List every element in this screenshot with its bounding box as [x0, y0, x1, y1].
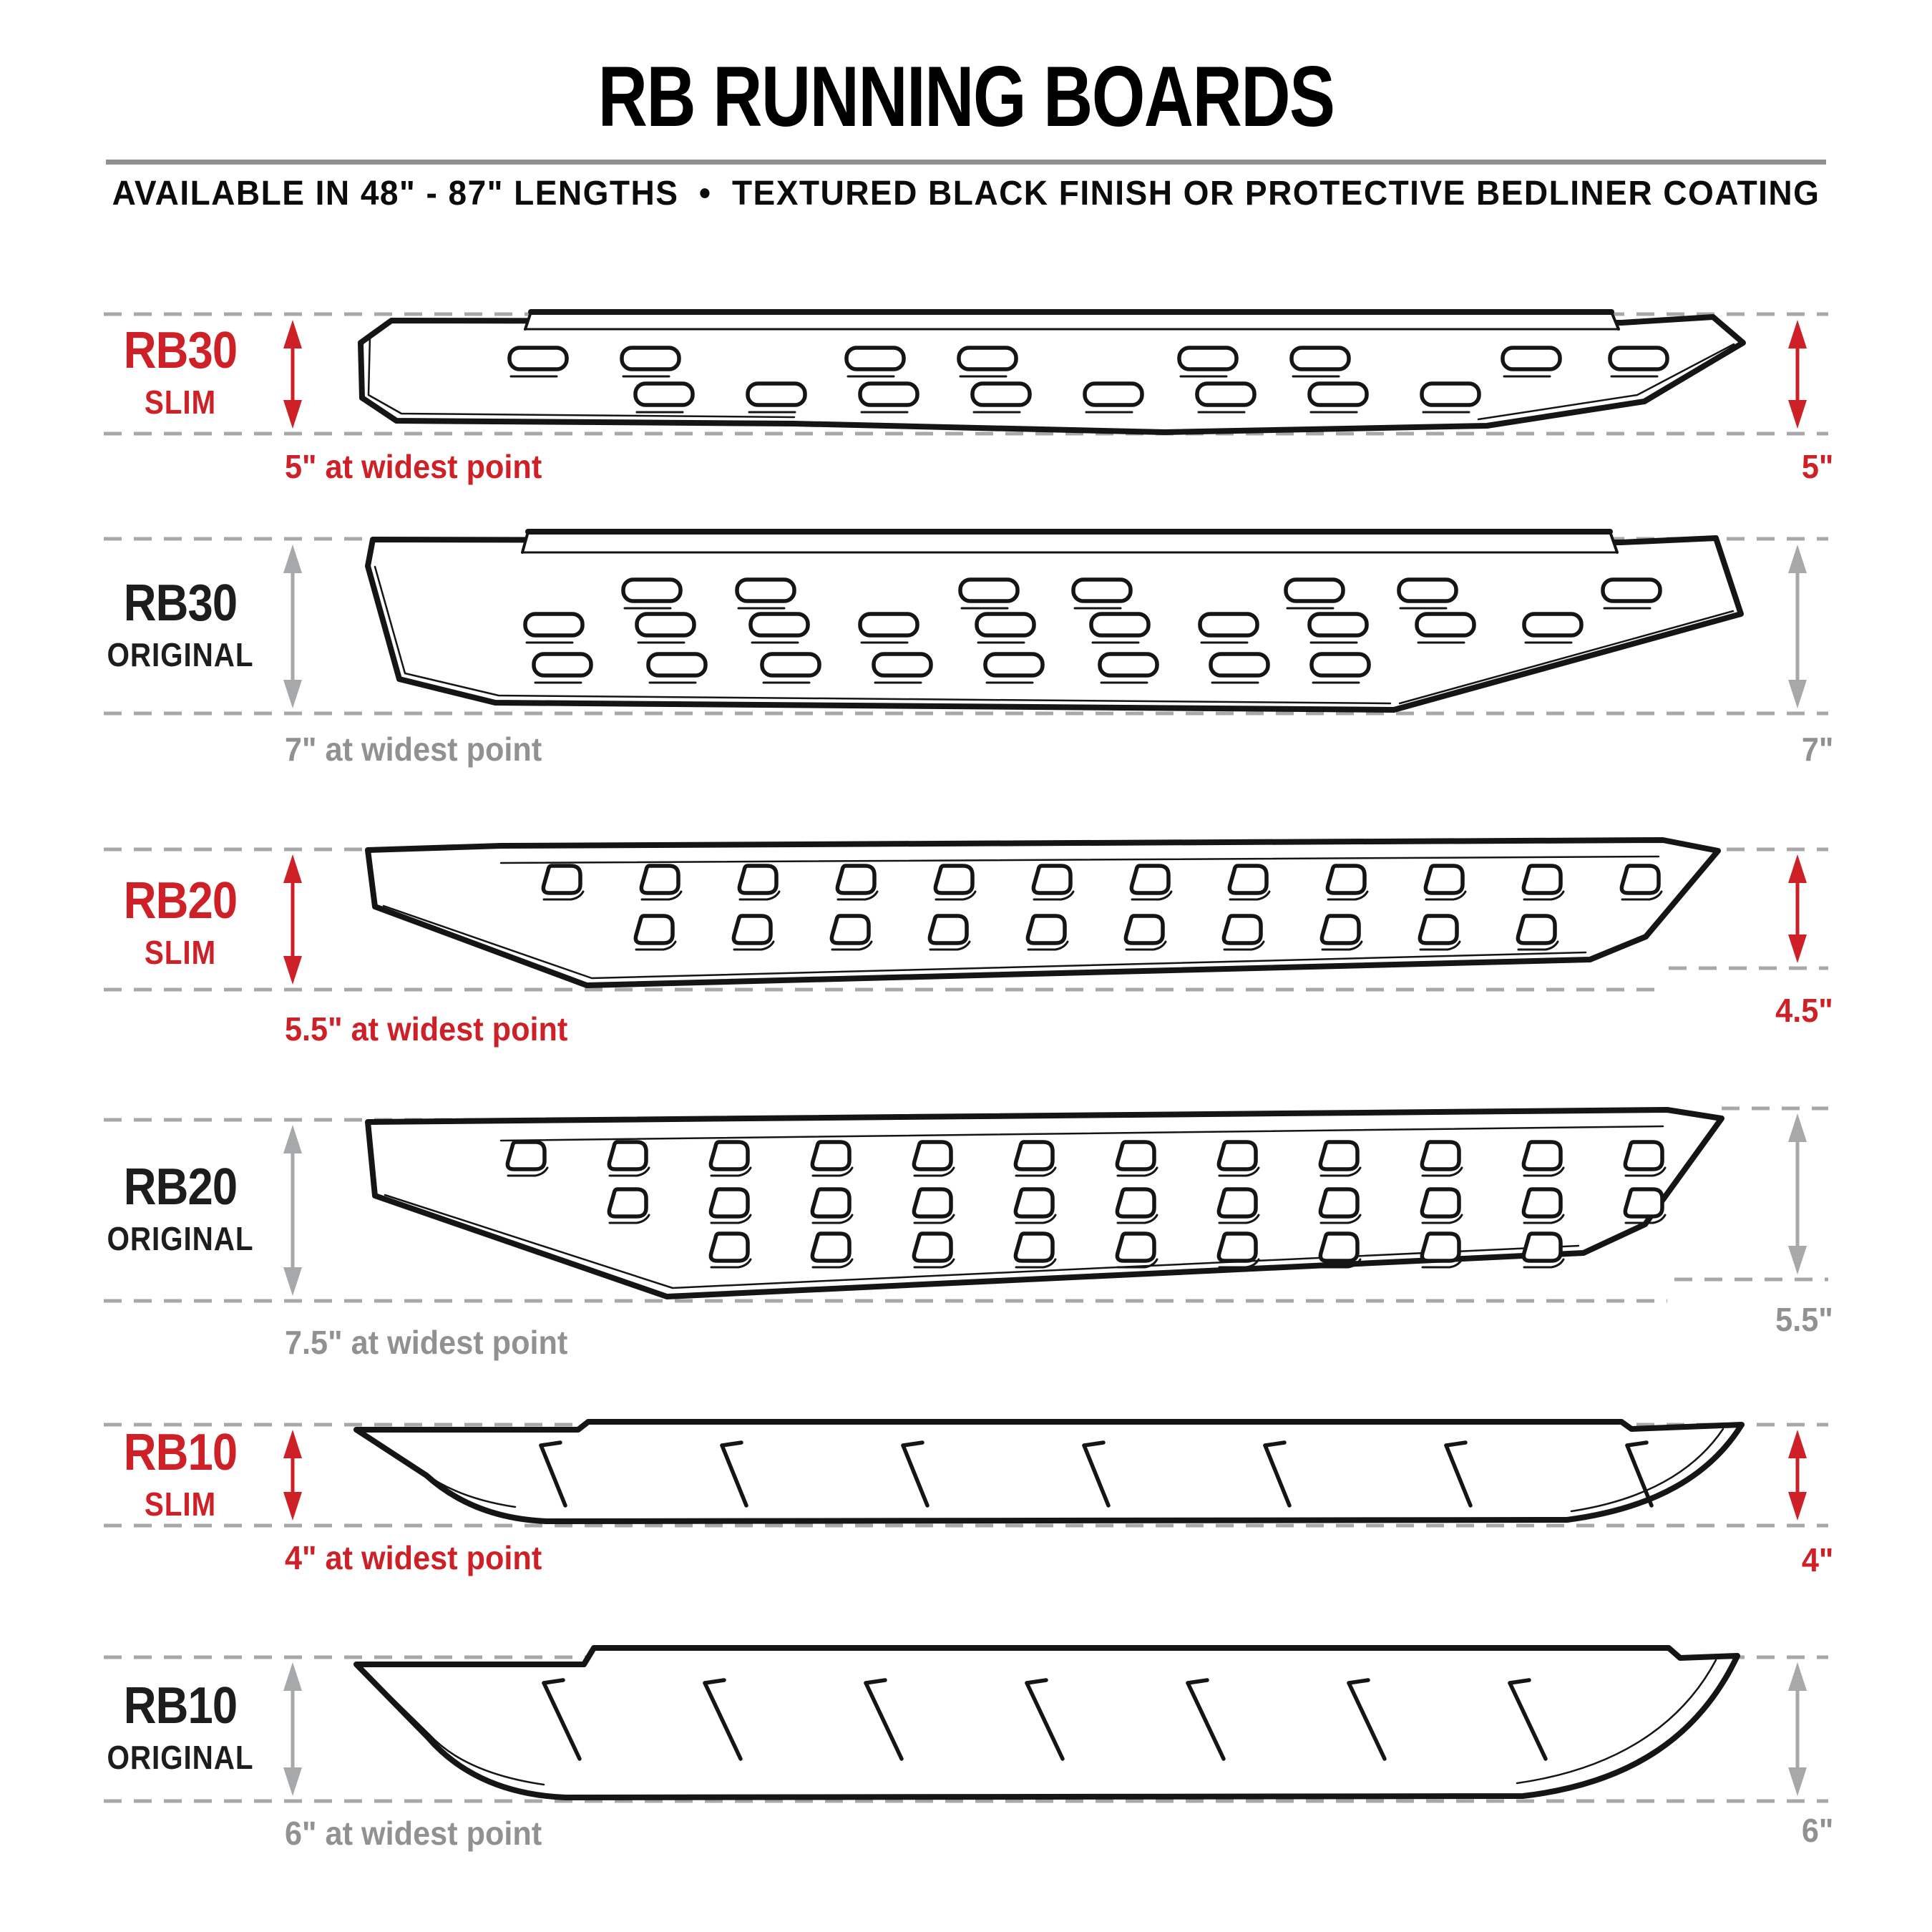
dimension-arrow — [283, 1662, 302, 1796]
model-name: RB30 — [123, 322, 238, 379]
end-height-label: 7" — [1801, 731, 1833, 768]
page-subtitle: AVAILABLE IN 48" - 87" LENGTHS • TEXTURED BLACK FINISH OR PROTECTIVE BEDLINER COATING — [112, 175, 1820, 213]
widest-point-label: 4" at widest point — [285, 1539, 542, 1576]
model-variant: ORIGINAL — [107, 1220, 254, 1257]
dimension-arrow — [283, 1125, 302, 1296]
board-drawing-rb10-original — [356, 1648, 1737, 1797]
widest-point-label: 6" at widest point — [285, 1815, 542, 1852]
dimension-arrow — [283, 320, 302, 429]
end-height-label: 6" — [1801, 1812, 1833, 1849]
model-variant: SLIM — [144, 384, 217, 421]
model-name: RB20 — [123, 872, 238, 930]
dimension-arrow — [283, 545, 302, 708]
end-height-label: 5" — [1801, 448, 1833, 485]
model-variant: ORIGINAL — [107, 1739, 254, 1776]
end-height-label: 4.5" — [1775, 992, 1833, 1029]
dimension-arrow — [283, 1430, 302, 1521]
model-label-rb20-slim — [86, 874, 275, 970]
dimension-arrow — [1788, 1113, 1807, 1274]
board-drawing-rb30-original — [368, 532, 1741, 710]
model-label-rb10-original — [86, 1679, 275, 1775]
model-label-rb30-slim — [86, 324, 275, 420]
model-name: RB20 — [123, 1158, 238, 1216]
dimension-arrow — [1788, 320, 1807, 429]
model-label-rb20-original — [86, 1158, 275, 1257]
dimension-arrow — [1788, 854, 1807, 963]
board-drawing-rb20-original — [368, 1110, 1722, 1297]
widest-point-label: 5" at widest point — [285, 448, 542, 485]
board-drawing-rb20-slim — [368, 840, 1718, 985]
dimension-arrow — [1788, 1662, 1807, 1796]
dimension-arrow — [1788, 545, 1807, 708]
board-drawing-rb10-slim — [356, 1422, 1742, 1521]
board-drawing-rb30-slim — [361, 312, 1743, 432]
widest-point-label: 7.5" at widest point — [285, 1324, 568, 1361]
dimension-arrow — [283, 854, 302, 985]
widest-point-label: 5.5" at widest point — [285, 1010, 568, 1048]
model-variant: SLIM — [144, 934, 217, 971]
widest-point-label: 7" at widest point — [285, 731, 542, 768]
end-height-label: 4" — [1801, 1541, 1833, 1579]
end-height-label: 5.5" — [1775, 1301, 1833, 1338]
page-title: RB RUNNING BOARDS — [597, 49, 1335, 145]
model-name: RB10 — [123, 1424, 238, 1481]
model-variant: ORIGINAL — [107, 636, 254, 673]
dimension-arrow — [1788, 1430, 1807, 1521]
model-name: RB30 — [123, 575, 238, 632]
model-label-rb10-slim — [86, 1426, 275, 1522]
model-variant: SLIM — [144, 1485, 217, 1523]
model-label-rb30-original — [86, 577, 275, 673]
model-name: RB10 — [123, 1677, 238, 1735]
